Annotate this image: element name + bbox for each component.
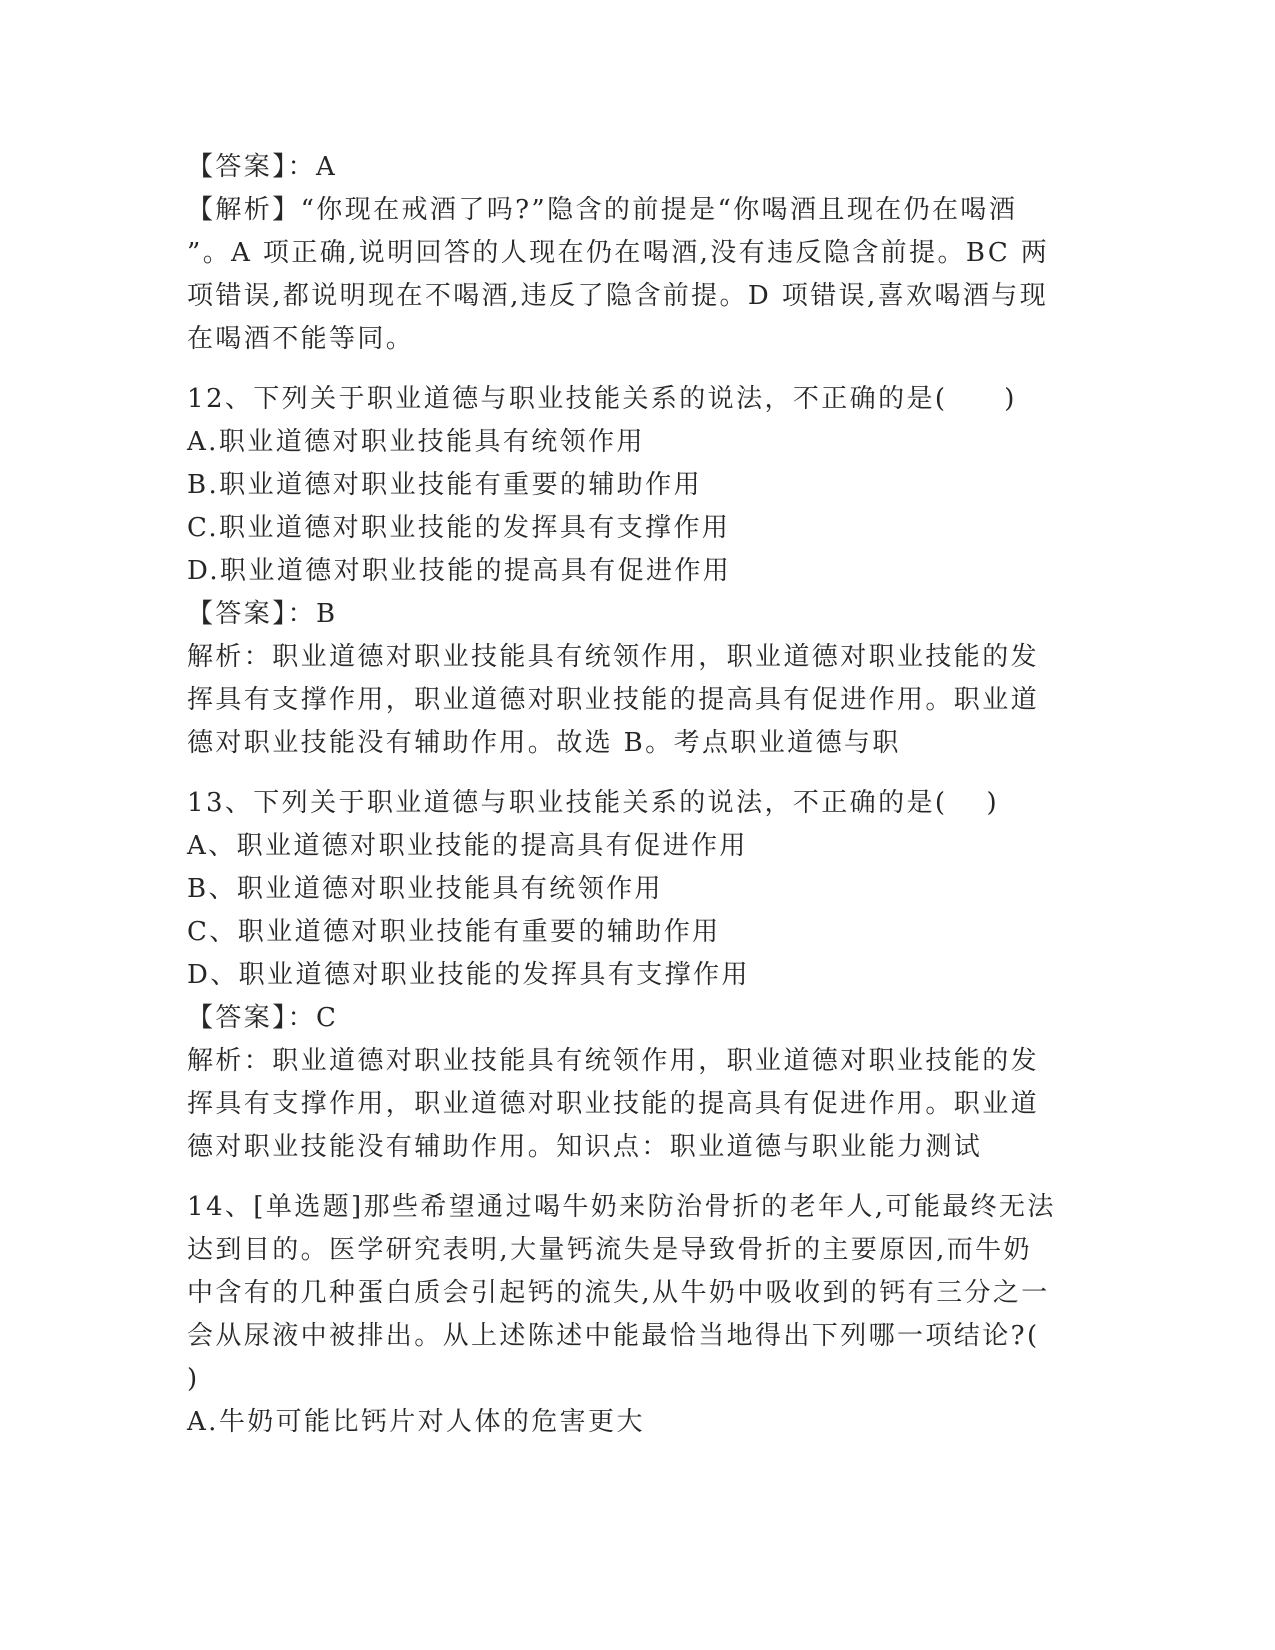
question-stem: 14、[单选题]那些希望通过喝牛奶来防治骨折的老年人,可能最终无法 xyxy=(187,1192,1056,1222)
question-stem: 12、下列关于职业道德与职业技能关系的说法，不正确的是( ) xyxy=(187,384,1017,414)
analysis-line: 挥具有支撑作用，职业道德对职业技能的提高具有促进作用。职业道 xyxy=(187,685,1040,715)
question-stem: 13、下列关于职业道德与职业技能关系的说法，不正确的是( ) xyxy=(187,788,1000,818)
answer-line: 【答案】：C xyxy=(187,1003,339,1033)
analysis-line: 解析：职业道德对职业技能具有统领作用，职业道德对职业技能的发 xyxy=(187,642,1040,672)
block-gap xyxy=(187,765,1087,782)
answer-block-11 xyxy=(187,146,1087,361)
option-b: B.职业道德对职业技能有重要的辅助作用 xyxy=(187,470,702,500)
analysis-line: 项错误,都说明现在不喝酒,违反了隐含前提。D 项错误,喜欢喝酒与现 xyxy=(187,281,1049,311)
analysis-line: 解析：职业道德对职业技能具有统领作用，职业道德对职业技能的发 xyxy=(187,1046,1040,1076)
question-stem: 会从尿液中被排出。从上述陈述中能最恰当地得出下列哪一项结论?( xyxy=(187,1321,1040,1351)
option-a: A.牛奶可能比钙片对人体的危害更大 xyxy=(187,1407,645,1437)
analysis-line: 【解析】“你现在戒酒了吗?”隐含的前提是“你喝酒且现在仍在喝酒 xyxy=(187,195,1018,225)
question-14 xyxy=(187,1186,1087,1444)
question-13 xyxy=(187,782,1087,1169)
analysis-line: 在喝酒不能等同。 xyxy=(187,324,415,354)
block-gap xyxy=(187,1169,1087,1186)
question-stem: 中含有的几种蛋白质会引起钙的流失,从牛奶中吸收到的钙有三分之一 xyxy=(187,1278,1050,1308)
question-stem: ) xyxy=(187,1364,200,1394)
analysis-line: 德对职业技能没有辅助作用。知识点：职业道德与职业能力测试 xyxy=(187,1132,983,1162)
option-b: B、职业道德对职业技能具有统领作用 xyxy=(187,874,663,904)
option-c: C、职业道德对职业技能有重要的辅助作用 xyxy=(187,917,721,947)
answer-line: 【答案】：B xyxy=(187,599,338,629)
analysis-line: 挥具有支撑作用，职业道德对职业技能的提高具有促进作用。职业道 xyxy=(187,1089,1040,1119)
option-d: D、职业道德对职业技能的发挥具有支撑作用 xyxy=(187,960,750,990)
block-gap xyxy=(187,361,1087,378)
question-12 xyxy=(187,378,1087,765)
analysis-line: ”。A 项正确,说明回答的人现在仍在喝酒,没有违反隐含前提。BC 两 xyxy=(187,238,1050,268)
question-stem: 达到目的。医学研究表明,大量钙流失是导致骨折的主要原因,而牛奶 xyxy=(187,1235,1032,1265)
analysis-line: 德对职业技能没有辅助作用。故选 B。考点职业道德与职 xyxy=(187,728,901,758)
option-d: D.职业道德对职业技能的提高具有促进作用 xyxy=(187,556,732,586)
option-a: A、职业道德对职业技能的提高具有促进作用 xyxy=(187,831,748,861)
option-a: A.职业道德对职业技能具有统领作用 xyxy=(187,427,645,457)
option-c: C.职业道德对职业技能的发挥具有支撑作用 xyxy=(187,513,731,543)
document-body xyxy=(187,146,1087,1444)
answer-line: 【答案】：A xyxy=(187,152,338,182)
